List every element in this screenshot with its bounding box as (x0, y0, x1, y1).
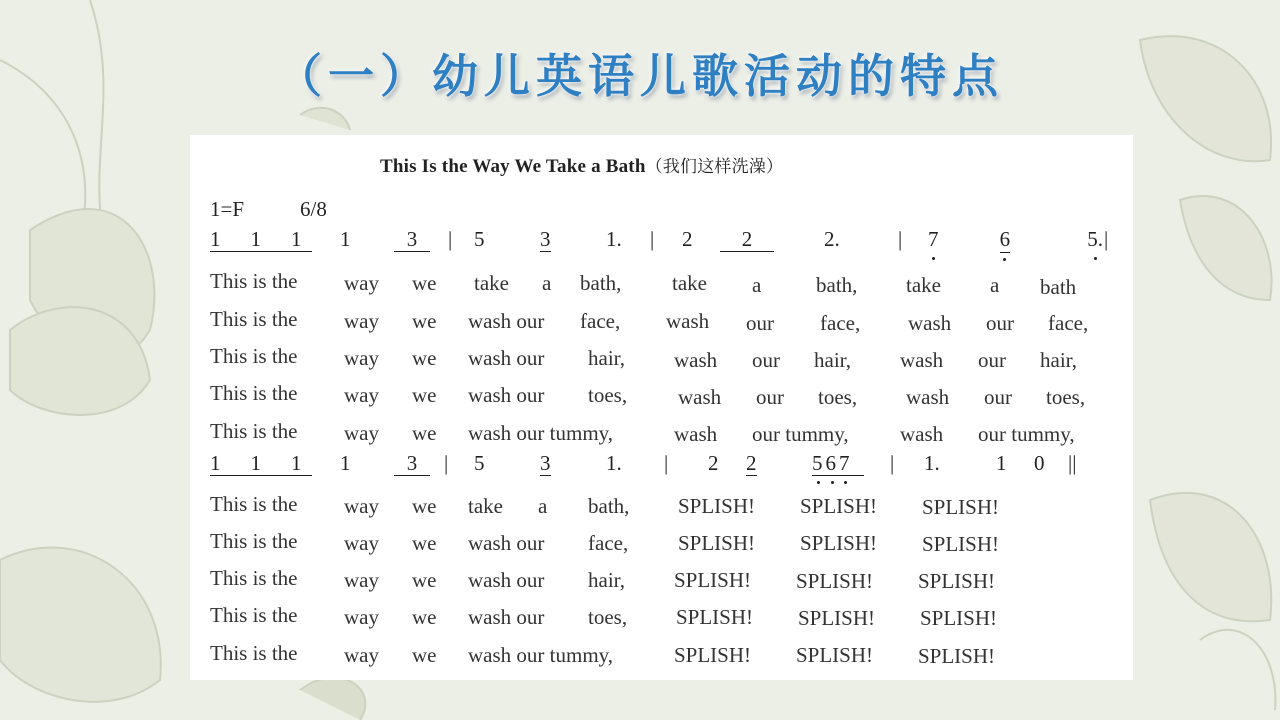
note: 5 (474, 451, 485, 475)
barline: | (1104, 227, 1109, 251)
lyric: a (542, 271, 552, 295)
lyric: SPLISH! (674, 568, 752, 592)
lyric: hair, (1040, 348, 1078, 372)
lyric: face, (820, 311, 861, 335)
lyric: hair, (588, 346, 626, 370)
lyric: SPLISH! (676, 605, 754, 629)
note-group (210, 453, 312, 476)
lyric: toes, (588, 605, 628, 629)
final-barline: || (1068, 451, 1077, 475)
note: 3 (540, 227, 551, 251)
note: 1. (606, 227, 622, 251)
lyric: take (906, 273, 941, 297)
lyric: SPLISH! (918, 569, 996, 593)
barline: | (890, 451, 895, 475)
lyric: way (344, 421, 379, 445)
lyric: This is the (210, 269, 298, 293)
lyric: we (412, 643, 437, 667)
barline: | (898, 227, 903, 251)
lyric: wash (666, 309, 710, 333)
lyric: This is the (210, 492, 298, 516)
lyric: SPLISH! (674, 643, 752, 667)
lyric: face, (580, 309, 621, 333)
song-title-cn: （我们这样洗澡） (645, 157, 784, 177)
lyric: bath (1040, 275, 1077, 299)
lyric: our tummy, (752, 422, 849, 446)
note: 1 (291, 227, 302, 251)
note: 1. (924, 451, 940, 475)
note: 1 (340, 451, 351, 475)
note: 2 (682, 227, 693, 251)
note: 2 (720, 229, 774, 252)
lyric: way (344, 309, 379, 333)
lyric: way (344, 568, 379, 592)
note-low: 5. (1087, 227, 1103, 251)
lyric: way (344, 643, 379, 667)
lyric: a (538, 494, 548, 518)
lyric: way (344, 346, 379, 370)
lyric: SPLISH! (798, 606, 876, 630)
lyric: way (344, 531, 379, 555)
lyric: our tummy, (978, 422, 1075, 446)
lyric: toes, (1046, 385, 1086, 409)
lyric: SPLISH! (922, 495, 1000, 519)
lyric: face, (588, 531, 629, 555)
note-low: 6 (999, 227, 1011, 251)
lyric: SPLISH! (796, 569, 874, 593)
note: 1 (250, 451, 261, 475)
lyric: hair, (588, 568, 626, 592)
note: 3 (394, 229, 430, 252)
lyric: we (412, 309, 437, 333)
time-signature: 6/8 (300, 197, 327, 221)
lyric: This is the (210, 603, 298, 627)
lyric: wash (678, 385, 722, 409)
lyric: toes, (588, 383, 628, 407)
note: 1 (210, 451, 221, 475)
lyric: we (412, 383, 437, 407)
lyric: This is the (210, 307, 298, 331)
lyric: we (412, 421, 437, 445)
lyric: our (984, 385, 1012, 409)
lyric: we (412, 346, 437, 370)
lyric: take (474, 271, 509, 295)
note: 5 (474, 227, 485, 251)
sheet-music-image (190, 135, 1133, 680)
note-group (210, 229, 312, 252)
note: 1 (210, 227, 221, 251)
lyric: our (986, 311, 1014, 335)
lyric: bath, (580, 271, 622, 295)
lyric: hair, (814, 348, 852, 372)
lyric: our (746, 311, 774, 335)
lyric: wash our tummy, (468, 421, 614, 445)
note: 1 (340, 227, 351, 251)
lyric: bath, (588, 494, 630, 518)
note: 1. (606, 451, 622, 475)
song-title-en: This Is the Way We Take a Bath (380, 156, 646, 177)
lyric: wash our (468, 605, 545, 629)
note-group-low (812, 453, 864, 476)
lyric: wash our tummy, (468, 643, 614, 667)
lyric: way (344, 605, 379, 629)
barline: | (664, 451, 669, 475)
lyric: wash our (468, 309, 545, 333)
lyric: This is the (210, 529, 298, 553)
note: 3 (394, 453, 430, 476)
lyric: wash our (468, 346, 545, 370)
lyric: This is the (210, 419, 298, 443)
note-low: 5 (812, 451, 826, 475)
lyric: This is the (210, 566, 298, 590)
note: 1 (291, 451, 302, 475)
lyric: wash our (468, 531, 545, 555)
note-low: 6 (825, 451, 839, 475)
rest: 0 (1034, 451, 1045, 475)
lyric: SPLISH! (800, 494, 878, 518)
note: 2 (708, 451, 719, 475)
lyric: wash our (468, 568, 545, 592)
lyric: SPLISH! (920, 606, 998, 630)
note: 1 (996, 451, 1007, 475)
lyric: way (344, 271, 379, 295)
key-signature: 1=F (210, 197, 245, 221)
lyric: take (672, 271, 707, 295)
lyric: way (344, 383, 379, 407)
lyric: we (412, 531, 437, 555)
note: 3 (540, 451, 551, 475)
lyric: wash (900, 348, 944, 372)
lyric: SPLISH! (796, 643, 874, 667)
lyric: we (412, 568, 437, 592)
lyric: SPLISH! (800, 531, 878, 555)
lyric: our (756, 385, 784, 409)
lyric: we (412, 494, 437, 518)
lyric: wash (900, 422, 944, 446)
lyric: toes, (818, 385, 858, 409)
lyric: wash our (468, 383, 545, 407)
lyric: take (468, 494, 503, 518)
note: 2 (746, 451, 757, 475)
lyric: our (752, 348, 780, 372)
lyric: way (344, 494, 379, 518)
lyric: wash (906, 385, 950, 409)
lyric: This is the (210, 641, 298, 665)
note-low: 7 (839, 451, 853, 475)
lyric: bath, (816, 273, 858, 297)
note-low: 7 (928, 227, 939, 251)
lyric: wash (674, 348, 718, 372)
lyric: our (978, 348, 1006, 372)
lyric: This is the (210, 381, 298, 405)
lyric: SPLISH! (678, 494, 756, 518)
lyric: SPLISH! (922, 532, 1000, 556)
lyric: face, (1048, 311, 1089, 335)
song-title (380, 157, 783, 176)
note: 1 (250, 227, 261, 251)
lyric: SPLISH! (678, 531, 756, 555)
barline: | (650, 227, 655, 251)
barline: | (448, 227, 453, 251)
slide-title: （一）幼儿英语儿歌活动的特点 (276, 49, 1004, 103)
lyric: we (412, 271, 437, 295)
lyric: This is the (210, 344, 298, 368)
lyric: wash (908, 311, 952, 335)
note: 2. (824, 227, 840, 251)
lyric: a (990, 273, 1000, 297)
lyric: we (412, 605, 437, 629)
barline: | (444, 451, 449, 475)
lyric: a (752, 273, 762, 297)
lyric: wash (674, 422, 718, 446)
lyric: SPLISH! (918, 644, 996, 668)
